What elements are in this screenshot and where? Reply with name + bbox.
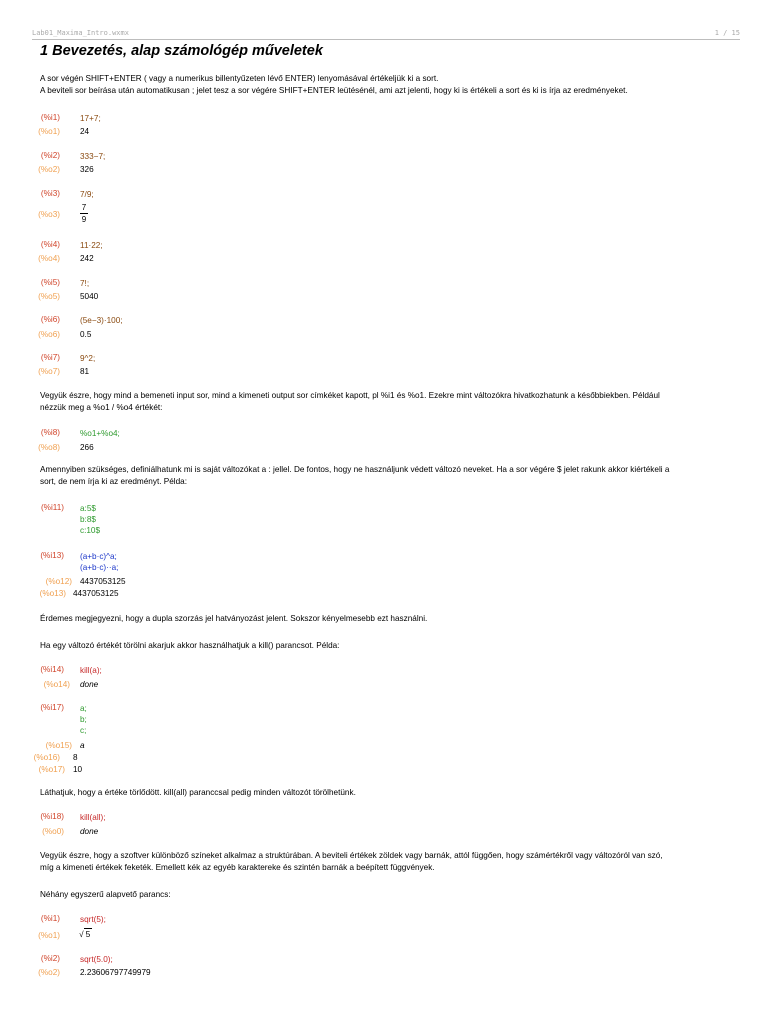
paragraph-colors [40,850,730,875]
output-label: (%o5) [38,292,60,301]
fraction-denominator: 9 [81,215,87,224]
header-divider [32,39,740,40]
input-label: (%i11) [40,503,64,512]
output-value: 326 [80,165,94,174]
fraction-numerator: 7 [81,203,87,212]
page-indicator: 1 / 15 [714,29,740,37]
output-value: 5040 [80,292,99,301]
code-line: b; [80,715,87,724]
code-line: c; [80,726,87,735]
output-value: done [80,680,99,689]
fraction-output [80,203,88,224]
input-label: (%i13) [40,551,64,560]
input-code[interactable]: kill(a); [80,666,102,675]
paragraph-variables [40,464,730,489]
output-label: (%o2) [38,165,60,174]
input-label: (%i14) [40,665,64,674]
output-value: 4437053125 [73,589,119,598]
radical-sign-icon: √ [79,929,84,939]
paragraph-intro [40,73,730,98]
input-code[interactable]: 7/9; [80,190,94,199]
code-line: a:5$ [80,504,96,513]
paragraph-line: sort, de nem írja ki az eredményt. Példa: [40,477,187,487]
paragraph-killall: Láthatjuk, hogy a értéke törlődött. kill(all) paranccsal pedig minden változót törölhetünk. [40,788,356,797]
output-value: 8 [73,753,78,762]
output-label: (%o16) [33,753,60,762]
output-label: (%o4) [38,254,60,263]
input-label: (%i1) [40,113,60,122]
output-value: a [80,741,85,750]
input-label: (%i7) [40,353,60,362]
output-label: (%o15) [45,741,72,750]
input-label: (%i6) [40,315,60,324]
paragraph-labels [40,390,730,415]
input-code[interactable]: 9^2; [80,354,96,363]
output-value: 0.5 [80,330,92,339]
input-code[interactable]: 17+7; [80,114,101,123]
input-code[interactable] [80,703,87,736]
output-value: 266 [80,443,94,452]
input-code[interactable] [80,551,118,573]
output-value: 2.23606797749979 [80,968,151,977]
input-code[interactable]: 333−7; [80,152,106,161]
output-label: (%o0) [42,827,64,836]
input-label: (%i17) [40,703,64,712]
input-code[interactable]: sqrt(5.0); [80,955,113,964]
output-value: 242 [80,254,94,263]
code-line: (a+b·c)··a; [80,563,119,572]
output-label: (%o2) [38,968,60,977]
input-label: (%i5) [40,278,60,287]
output-label: (%o1) [38,127,60,136]
output-label: (%o7) [38,367,60,376]
output-label: (%o3) [38,210,60,219]
input-code[interactable]: (5e−3)·100; [80,316,123,325]
paragraph-line: A beviteli sor beírása után automatikusan ; jelet tesz a sor végére SHIFT+ENTER leütésénél, ami azt jelenti, hogy ki is értékeli a sort és ki is írja az eredményeket. [40,86,628,96]
input-label: (%i3) [40,189,60,198]
input-label: (%i18) [40,812,64,821]
output-label: (%o14) [43,680,70,689]
output-label: (%o12) [45,577,72,586]
input-label: (%i1) [40,914,60,923]
paragraph-line: nézzük meg a %o1 / %o4 értékét: [40,403,163,413]
input-code[interactable]: kill(all); [80,813,106,822]
section-heading: 1 Bevezetés, alap számológép műveletek [40,43,323,59]
input-code[interactable]: sqrt(5); [80,915,106,924]
input-label: (%i2) [40,954,60,963]
input-code[interactable]: 11·22; [80,241,103,250]
paragraph-kill: Ha egy változó értékét törölni akarjuk akkor használhatjuk a kill() parancsot. Példa: [40,641,340,650]
output-value: 10 [73,765,83,774]
output-label: (%o17) [38,765,65,774]
code-line: b:8$ [80,515,96,524]
radicand: 5 [85,929,91,939]
code-line: c:10$ [80,526,101,535]
input-label: (%i4) [40,240,60,249]
input-code[interactable] [80,503,100,536]
input-code[interactable]: %o1+%o4; [80,429,120,438]
input-label: (%i8) [40,428,60,437]
paragraph-line: Vegyük észre, hogy mind a bemeneti input sor, mind a kimeneti output sor címkéket kapott, pl %i1 és %o1. Ezekre mint változókra hivatkozhatunk a későbbiekben. Például [40,391,660,400]
output-value: 4437053125 [80,577,126,586]
file-name: Lab01_Maxima_Intro.wxmx [32,29,129,37]
paragraph-line: Amennyiben szükséges, definiálhatunk mi is saját változókat a : jellel. De fontos, hogy ne használjunk védett változó neveket. Ha a sor végére $ jelet rakunk akkor kiértékeli a [40,465,670,474]
paragraph-power: Érdemes megjegyezni, hogy a dupla szorzás jel hatványozást jelent. Sokszor kényelmesebb ezt használni. [40,614,428,623]
paragraph-basic-commands: Néhány egyszerű alapvető parancs: [40,890,171,899]
paragraph-line: míg a kimeneti értékek feketék. Emellett kék az egyéb karaktereke és szintén barnák a beépített függvények. [40,863,435,873]
output-label: (%o8) [38,443,60,452]
code-line: (a+b·c)^a; [80,552,117,561]
code-line: a; [80,704,87,713]
output-value: 81 [80,367,90,376]
output-label: (%o13) [39,589,66,598]
output-value: done [80,827,99,836]
paragraph-line: Vegyük észre, hogy a szoftver különböző színeket alkalmaz a struktúrában. A beviteli értékek zöldek vagy barnák, attól függően, hogy számértékről vagy változóról van szó, [40,851,663,860]
output-label: (%o6) [38,330,60,339]
fraction-bar [80,213,88,214]
paragraph-line: A sor végén SHIFT+ENTER ( vagy a numerikus billentyűzeten lévő ENTER) lenyomásával értékeljük ki a sort. [40,74,439,83]
output-label: (%o1) [38,931,60,940]
output-value: 24 [80,127,90,136]
input-code[interactable]: 7!; [80,279,90,288]
input-label: (%i2) [40,151,60,160]
sqrt-output [79,929,92,939]
